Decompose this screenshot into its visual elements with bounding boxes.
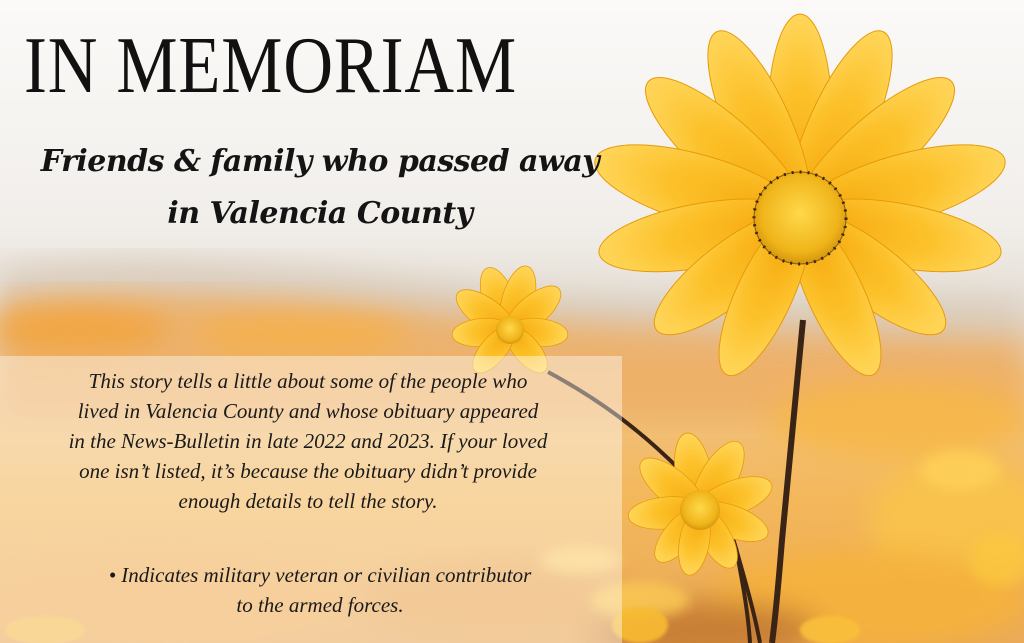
intro-paragraph [8,366,608,516]
veteran-note [40,560,600,620]
subtitle [20,136,620,240]
veteran-note-line-1: • Indicates military veteran or civilian contributor [108,563,532,587]
subtitle-line-1: Friends & family who passed away [40,144,600,179]
intro-line-4: one isn’t listed, it’s because the obituary didn’t provide [79,459,537,483]
intro-line-5: enough details to tell the story. [178,489,438,513]
intro-line-1: This story tells a little about some of the people who [88,369,528,393]
intro-line-2: lived in Valencia County and whose obituary appeared [77,399,539,423]
subtitle-line-2: in Valencia County [167,196,473,231]
page-title: IN MEMORIAM [24,22,517,110]
intro-line-3: in the News-Bulletin in late 2022 and 2023. If your loved [68,429,548,453]
veteran-note-line-2: to the armed forces. [236,593,404,617]
